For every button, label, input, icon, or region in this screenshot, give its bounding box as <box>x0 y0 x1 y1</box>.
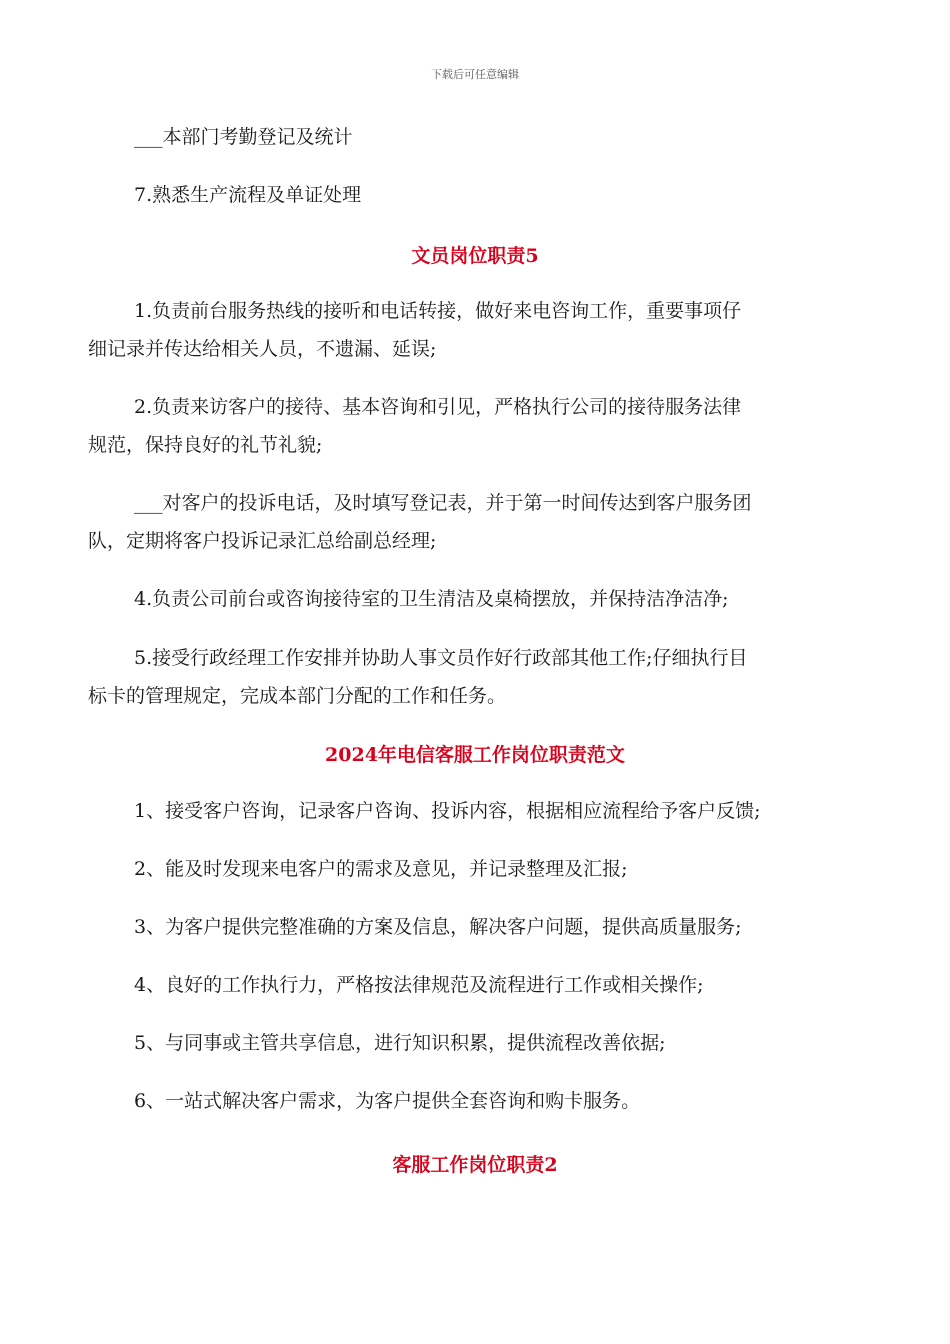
section-heading: 文员岗位职责5 <box>411 245 539 267</box>
paragraph-line: 5.接受行政经理工作安排并协助人事文员作好行政部其他工作;仔细执行目 <box>134 647 748 669</box>
paragraph-line: ___对客户的投诉电话，及时填写登记表，并于第一时间传达到客户服务团 <box>134 492 752 514</box>
list-item: 6、一站式解决客户需求，为客户提供全套咨询和购卡服务。 <box>134 1090 641 1112</box>
list-item: 5、与同事或主管共享信息，进行知识积累，提供流程改善依据; <box>134 1032 666 1054</box>
section-heading: 2024年电信客服工作岗位职责范文 <box>325 744 625 766</box>
paragraph-line: 规范，保持良好的礼节礼貌; <box>88 434 323 456</box>
text-line: ___本部门考勤登记及统计 <box>134 126 353 148</box>
list-item: 2、能及时发现来电客户的需求及意见，并记录整理及汇报; <box>134 858 628 880</box>
section-heading: 客服工作岗位职责2 <box>392 1154 558 1176</box>
list-item: 3、为客户提供完整准确的方案及信息，解决客户问题，提供高质量服务; <box>134 916 742 938</box>
paragraph-line: 细记录并传达给相关人员，不遗漏、延误; <box>88 338 437 360</box>
paragraph-line: 1.负责前台服务热线的接听和电话转接，做好来电咨询工作，重要事项仔 <box>134 300 742 322</box>
paragraph-line: 标卡的管理规定，完成本部门分配的工作和任务。 <box>88 685 507 707</box>
paragraph-line: 2.负责来访客户的接待、基本咨询和引见，严格执行公司的接待服务法律 <box>134 396 742 418</box>
paragraph-line: 4.负责公司前台或咨询接待室的卫生清洁及桌椅摆放，并保持洁净洁净; <box>134 588 729 610</box>
list-item: 4、良好的工作执行力，严格按法律规范及流程进行工作或相关操作; <box>134 974 704 996</box>
page-header: 下载后可任意编辑 <box>431 68 519 81</box>
paragraph-line: 队，定期将客户投诉记录汇总给副总经理; <box>88 530 437 552</box>
text-line: 7.熟悉生产流程及单证处理 <box>134 184 362 206</box>
list-item: 1、接受客户咨询，记录客户咨询、投诉内容，根据相应流程给予客户反馈; <box>134 800 761 822</box>
